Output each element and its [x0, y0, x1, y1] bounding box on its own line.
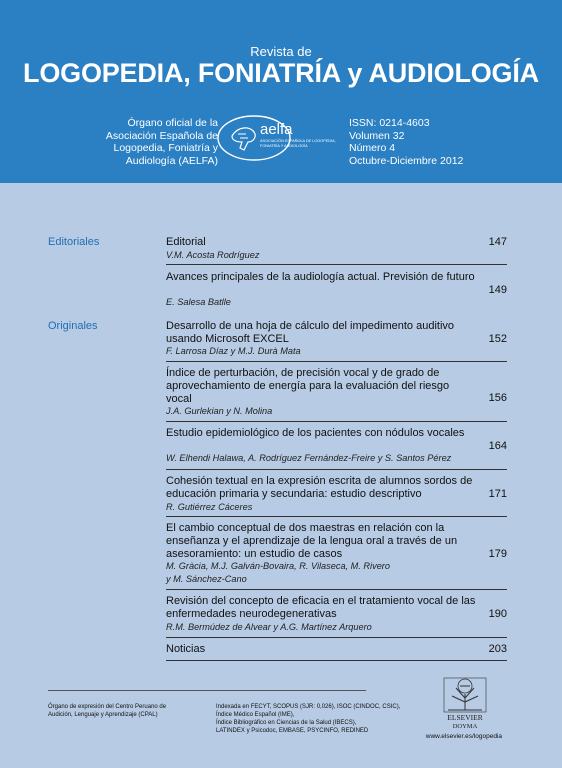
article-title[interactable]: Avances principales de la audiología actual. Previsión de futuro	[166, 271, 475, 283]
footer-line: Indexada en FECYT, SCOPUS (SJR: 0,026), ISOC (CINDOC, CSIC),	[216, 704, 401, 710]
article-authors: J.A. Gurlekian y N. Molina	[166, 406, 273, 416]
section-originales: Originales	[48, 320, 98, 332]
journal-prefix: Revista de	[250, 44, 312, 59]
section-editoriales: Editoriales	[48, 236, 100, 248]
article-authors: R.M. Bermúdez de Alvear y A.G. Martínez Arquero	[166, 622, 372, 632]
org-line: Órgano oficial de la	[127, 117, 218, 129]
elsevier-logo	[440, 676, 490, 732]
page-number: 147	[488, 236, 507, 248]
page-number: 164	[488, 440, 507, 452]
footer-divider	[48, 690, 366, 691]
article-authors: E. Salesa Batlle	[166, 297, 231, 307]
article-authors: V.M. Acosta Rodríguez	[166, 250, 260, 260]
organization-info	[106, 117, 218, 167]
article-authors: R. Gutiérrez Cáceres	[166, 502, 253, 512]
page-number: 190	[488, 608, 507, 620]
article-authors: F. Larrosa Díaz y M.J. Durà Mata	[166, 346, 301, 356]
footer-line: Índice Médico Español (IME),	[216, 712, 295, 718]
issue-number: Número 4	[349, 142, 396, 154]
footer-line: Índice Bibliográfico en Ciencias de la Salud (IBECS),	[216, 720, 357, 726]
article-title[interactable]: Cohesión textual en la expresión escrita de alumnos sordos de educación primaria y secundaria: estudio descriptivo	[166, 475, 473, 500]
divider	[166, 660, 507, 661]
volume: Volumen 32	[349, 129, 405, 142]
page-number: 156	[488, 392, 507, 404]
article-authors: M. Gràcia, M.J. Galván-Bovaira, R. Vilaseca, M. Rivero	[166, 561, 390, 571]
journal-title: LOGOPEDIA, FONIATRÍA y AUDIOLOGÍA	[23, 58, 539, 88]
publisher-name: ELSEVIER	[447, 713, 483, 722]
page-number: 149	[488, 284, 507, 296]
org-line: Logopedia, Foniatría y	[113, 142, 218, 154]
article-authors: y M. Sánchez-Cano	[166, 574, 247, 584]
logo-subtext: FONIATRÍA Y AUDIOLOGÍA	[260, 144, 308, 148]
page-number: 152	[488, 333, 507, 345]
divider	[166, 421, 507, 422]
footer-cpal	[48, 703, 166, 719]
logo-subtext: ASOCIACIÓN ESPAÑOLA DE LOGOPEDIA,	[260, 139, 336, 143]
issue-date: Octubre-Diciembre 2012	[349, 154, 464, 167]
footer-line: Órgano de expresión del Centro Peruano de	[48, 704, 167, 710]
divider	[166, 637, 507, 638]
article-title[interactable]: Revisión del concepto de eficacia en el tratamiento vocal de las enfermedades neurodegenerativas	[166, 595, 476, 620]
divider	[166, 589, 507, 590]
article-title[interactable]: Desarrollo de una hoja de cálculo del impedimento auditivo usando Microsoft EXCEL	[166, 320, 455, 345]
journal-url[interactable]: www.elsevier.es/logopedia	[425, 733, 502, 740]
org-line: Asociación Española de	[105, 129, 218, 142]
divider	[166, 264, 507, 265]
divider	[166, 469, 507, 470]
journal-header	[0, 0, 562, 183]
page-number: 171	[488, 488, 507, 500]
footer-line: Audición, Lenguaje y Aprendizaje (CPAL)	[48, 712, 158, 718]
article-title[interactable]: Índice de perturbación, de precisión vocal y de grado de aprovechamiento de energía para la evaluación del riesgo vocal	[166, 367, 450, 405]
aelfa-logo	[214, 112, 342, 164]
publisher-sub: DOYMA	[452, 723, 478, 730]
page-number: 203	[488, 643, 507, 655]
issue-info	[349, 117, 463, 167]
article-authors: W. Elhendi Halawa, A. Rodríguez Fernández-Freire y S. Santos Pérez	[166, 453, 452, 463]
article-title[interactable]: El cambio conceptual de dos maestras en relación con la enseñanza y el aprendizaje de la lengua oral a través de un asesoramiento: un estudio de casos	[166, 522, 458, 560]
article-title[interactable]: Editorial	[166, 236, 206, 248]
footer-line: LATINDEX y Psicodoc, EMBASE, PSYCINFO, REDINED	[216, 728, 369, 734]
article-title[interactable]: Noticias	[166, 643, 206, 655]
divider	[166, 516, 507, 517]
org-line: Audiología (AELFA)	[125, 154, 218, 167]
footer-indexing	[216, 703, 400, 735]
divider	[166, 361, 507, 362]
article-title[interactable]: Estudio epidemiológico de los pacientes con nódulos vocales	[166, 427, 465, 439]
logo-text: aelfa	[260, 121, 293, 138]
page-number: 179	[488, 548, 507, 560]
issn: ISSN: 0214-4603	[349, 117, 430, 129]
